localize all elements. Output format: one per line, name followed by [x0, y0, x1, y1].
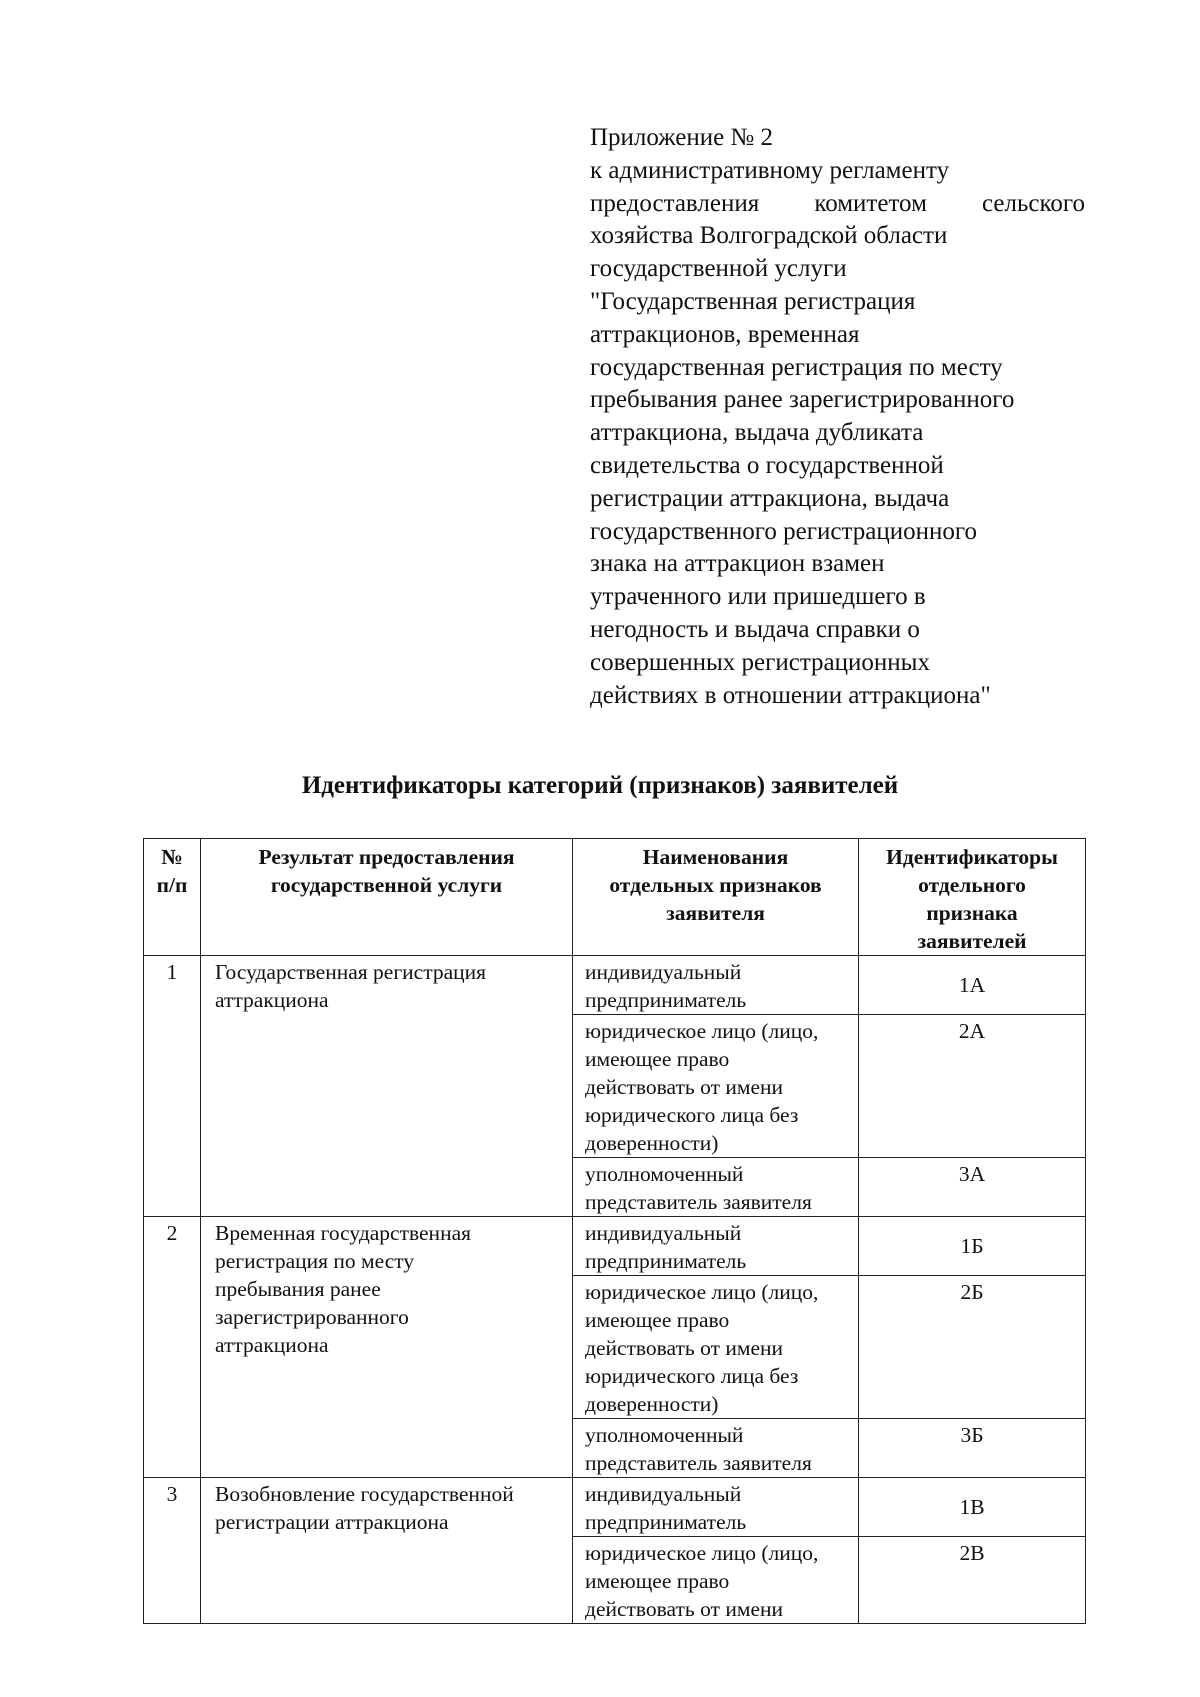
feature-cell — [573, 1478, 859, 1537]
feature-line: представитель заявителя — [585, 1190, 812, 1214]
feature-line: индивидуальный — [585, 1482, 742, 1506]
result-line: зарегистрированного — [215, 1305, 409, 1329]
code-cell: 2А — [859, 1015, 1086, 1158]
feature-line: индивидуальный — [585, 1221, 742, 1245]
code-cell: 3Б — [859, 1419, 1086, 1478]
feature-line: юридическое лицо (лицо, — [585, 1541, 819, 1565]
appendix-line: совершенных регистрационных — [590, 648, 930, 676]
feature-line: предприниматель — [585, 1249, 747, 1273]
appendix-line: Приложение № 2 — [590, 124, 774, 151]
appendix-line: утраченного или пришедшего в — [590, 583, 926, 611]
header-code-line: признака — [926, 901, 1018, 925]
header-row — [144, 839, 1086, 956]
feature-line: действовать от имени — [585, 1075, 784, 1099]
appendix-line: аттракционов, временная — [590, 320, 860, 348]
header-feature — [573, 839, 859, 956]
header-code — [859, 839, 1086, 956]
result-line: пребывания ранее — [215, 1277, 381, 1301]
table-row — [144, 1217, 1086, 1276]
feature-line: доверенности) — [585, 1131, 719, 1155]
row-number: 3 — [144, 1478, 201, 1624]
feature-line: доверенности) — [585, 1392, 719, 1416]
feature-line: уполномоченный — [585, 1162, 744, 1186]
feature-line: индивидуальный — [585, 960, 742, 984]
document-title: Идентификаторы категорий (признаков) заявителей — [301, 772, 899, 799]
appendix-line: хозяйства Волгоградской области — [590, 222, 948, 250]
table-row — [144, 1478, 1086, 1537]
result-line: аттракциона — [215, 1333, 329, 1357]
header-code-line: заявителей — [917, 929, 1027, 953]
code-cell: 1В — [859, 1478, 1086, 1537]
feature-cell — [573, 1537, 859, 1624]
result-line: аттракциона — [215, 988, 329, 1012]
feature-line: юридического лица без — [585, 1364, 799, 1388]
appendix-line: знака на аттракцион взамен — [590, 550, 885, 578]
result-line: Государственная регистрация — [215, 960, 487, 984]
feature-cell — [573, 1015, 859, 1158]
feature-line: представитель заявителя — [585, 1451, 812, 1475]
appendix-block — [590, 122, 1085, 712]
feature-cell — [573, 1419, 859, 1478]
header-code-line: отдельного — [918, 873, 1026, 897]
appendix-line: регистрации аттракциона, выдача — [590, 484, 950, 512]
feature-line: юридического лица без — [585, 1103, 799, 1127]
result-cell — [201, 1478, 573, 1624]
result-line: Возобновление государственной — [215, 1482, 514, 1506]
identifiers-table — [143, 838, 1086, 1624]
feature-line: действовать от имени — [585, 1597, 784, 1621]
appendix-line: негодность и выдача справки о — [590, 615, 920, 643]
code-cell: 2В — [859, 1537, 1086, 1624]
header-num-line: п/п — [156, 873, 188, 897]
feature-cell — [573, 1158, 859, 1217]
appendix-line: свидетельства о государственной — [590, 451, 944, 479]
feature-line: действовать от имени — [585, 1336, 784, 1360]
feature-line: имеющее право — [585, 1308, 730, 1332]
feature-line: уполномоченный — [585, 1423, 744, 1447]
appendix-line: государственной услуги — [590, 255, 847, 283]
result-line: регистрация по месту — [215, 1249, 415, 1273]
code-cell: 1Б — [859, 1217, 1086, 1276]
header-num — [144, 839, 201, 956]
appendix-line: предоставления комитетом сельского — [590, 189, 1085, 217]
header-feature-line: отдельных признаков — [609, 873, 822, 897]
code-cell: 1А — [859, 956, 1086, 1015]
feature-line: имеющее право — [585, 1047, 730, 1071]
header-result — [201, 839, 573, 956]
code-cell: 3А — [859, 1158, 1086, 1217]
header-result-line: государственной услуги — [270, 873, 503, 897]
feature-line: юридическое лицо (лицо, — [585, 1019, 819, 1043]
result-cell — [201, 1217, 573, 1478]
row-number: 1 — [144, 956, 201, 1217]
table-row — [144, 956, 1086, 1015]
header-feature-line: Наименования — [642, 845, 789, 869]
appendix-line: к административному регламенту — [590, 156, 950, 184]
appendix-line: государственная регистрация по месту — [590, 353, 1003, 381]
feature-line: предприниматель — [585, 988, 747, 1012]
feature-line: юридическое лицо (лицо, — [585, 1280, 819, 1304]
header-feature-line: заявителя — [666, 901, 765, 925]
result-cell — [201, 956, 573, 1217]
result-line: Временная государственная — [215, 1221, 472, 1245]
appendix-line: действиях в отношении аттракциона" — [590, 681, 991, 709]
appendix-line: пребывания ранее зарегистрированного — [590, 386, 1015, 414]
appendix-line: государственного регистрационного — [590, 517, 977, 545]
feature-line: имеющее право — [585, 1569, 730, 1593]
feature-cell — [573, 1276, 859, 1419]
appendix-line: "Государственная регистрация — [590, 287, 916, 315]
feature-cell — [573, 1217, 859, 1276]
code-cell: 2Б — [859, 1276, 1086, 1419]
header-result-line: Результат предоставления — [258, 845, 515, 869]
header-num-line: № — [161, 845, 183, 869]
row-number: 2 — [144, 1217, 201, 1478]
header-code-line: Идентификаторы — [886, 845, 1058, 869]
feature-cell — [573, 956, 859, 1015]
result-line: регистрации аттракциона — [215, 1510, 449, 1534]
appendix-line: аттракциона, выдача дубликата — [590, 419, 924, 447]
feature-line: предприниматель — [585, 1510, 747, 1534]
